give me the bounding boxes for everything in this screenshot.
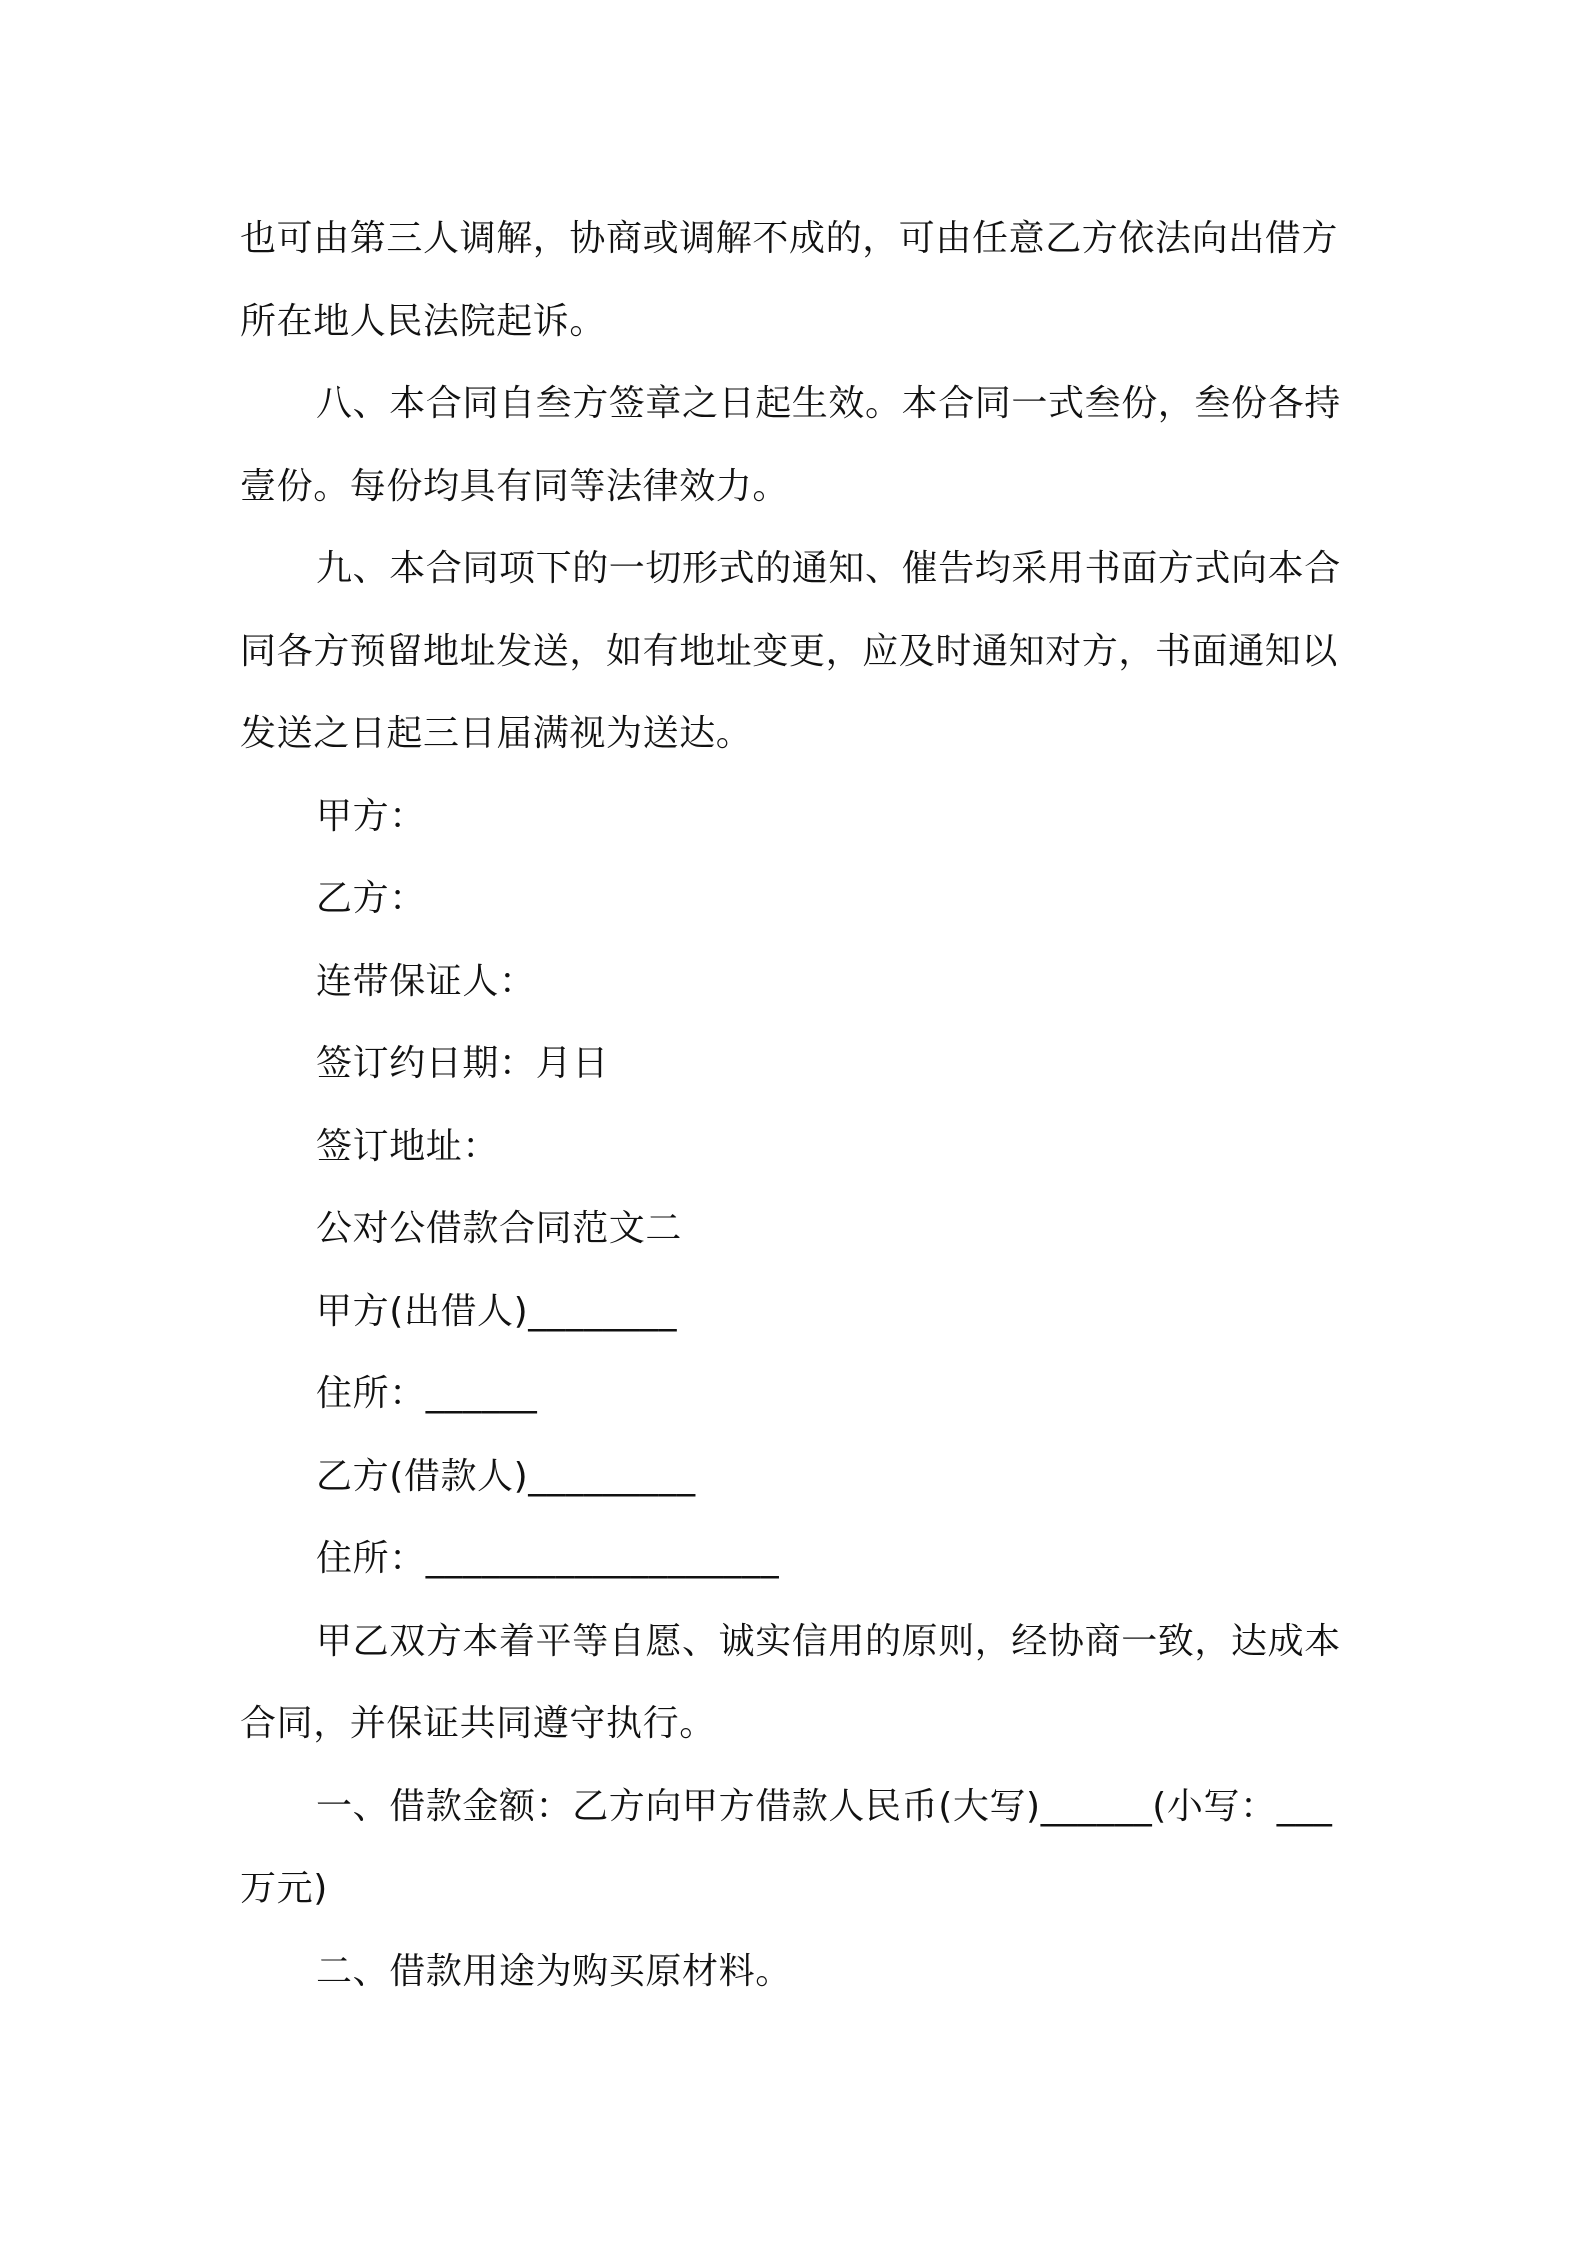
lender-address-field: 住所：______ — [316, 1373, 538, 1414]
text-line: 也可由第三人调解，协商或调解不成的，可由任意乙方依法向出借方 — [240, 218, 1339, 259]
document-body — [240, 198, 1356, 2013]
guarantor-label: 连带保证人： — [316, 960, 536, 1002]
text-line: 发送之日起三日届满视为送达。 — [240, 713, 753, 754]
clause-eight-line: 八、本合同自叁方签章之日起生效。本合同一式叁份，叁份各持 — [316, 383, 1341, 424]
party-a-label: 甲方： — [316, 795, 426, 837]
text-line: 所在地人民法院起诉。 — [240, 300, 607, 342]
loan-amount-line: 一、借款金额：乙方向甲方借款人民币(大写)______(小写：___ — [316, 1785, 1333, 1827]
borrower-address-field: 住所：___________________ — [316, 1538, 780, 1579]
text-line: 万元) — [240, 1868, 328, 1909]
preamble-line: 甲乙双方本着平等自愿、诚实信用的原则，经协商一致，达成本 — [316, 1620, 1341, 1662]
lender-field: 甲方(出借人)________ — [316, 1290, 678, 1332]
party-b-label: 乙方： — [316, 878, 426, 919]
text-line: 合同，并保证共同遵守执行。 — [240, 1703, 716, 1744]
clause-nine-line: 九、本合同项下的一切形式的通知、催告均采用书面方式向本合 — [316, 548, 1341, 589]
text-line: 壹份。每份均具有同等法律效力。 — [240, 465, 790, 507]
signing-address-label: 签订地址： — [316, 1125, 500, 1167]
loan-purpose-line: 二、借款用途为购买原材料。 — [316, 1950, 792, 1992]
text-line: 同各方预留地址发送，如有地址变更，应及时通知对方，书面通知以 — [240, 630, 1339, 672]
section-heading: 公对公借款合同范文二 — [316, 1208, 683, 1249]
borrower-field: 乙方(借款人)_________ — [316, 1455, 696, 1497]
signing-date-label: 签订约日期：月日 — [316, 1043, 609, 1084]
